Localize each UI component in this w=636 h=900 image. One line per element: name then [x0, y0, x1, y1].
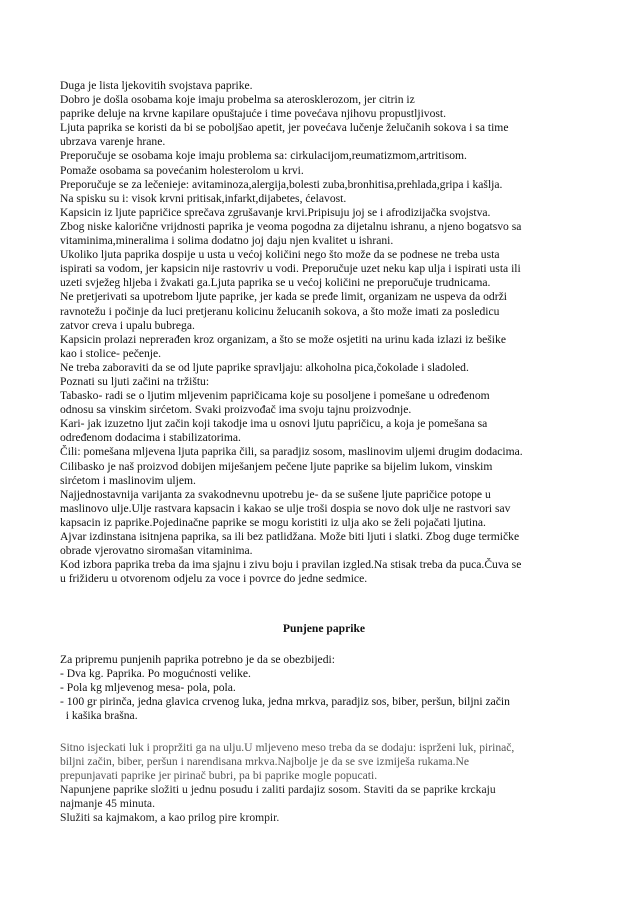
text-line: Kari- jak izuzetno ljut začin koji takodje ima u osnovi ljutu papričicu, a koja je pomešana sa	[60, 417, 488, 431]
text-line: određenom dodacima i stabilizatorima.	[60, 431, 241, 445]
text-line: sirćetom i maslinovim uljem.	[60, 473, 196, 487]
text-line: paprike deluje na krvne kapilare opuštajuće i time povećava njihovu propustljivost.	[60, 107, 447, 121]
text-line: Čili: pomešana mljevena ljuta paprika čili, sa paradjiz sosom, maslinovim uljemi drugim dodacima.	[60, 445, 523, 459]
text-line: Poznati su ljuti začini na tržištu:	[60, 374, 210, 388]
ingredient-line: i kašika brašna.	[60, 709, 138, 723]
text-line: Preporučuje se za lečenieje: avitaminoza,alergija,bolesti zuba,bronhitisa,prehlada,gripa i kašlja.	[60, 177, 503, 191]
intro-text	[60, 79, 588, 586]
text-line: Najjednostavnija varijanta za svakodnevnu upotrebu je- da se sušene ljute papričice potope u	[60, 487, 491, 501]
preparation-line: najmanje 45 minuta.	[60, 797, 155, 811]
text-line: uzeti svježeg hljeba i žvakati ga.Ljuta paprika se u većoj količini ne preporučuje trudnicama.	[60, 276, 491, 290]
preparation-line: prepunjavati paprike jer pirinač bubri, pa bi paprike mogle popucati.	[60, 769, 378, 783]
preparation-line: Sitno isjeckati luk i propržiti ga na ulju.U mljeveno meso treba da se dodaju: isprženi luk, pirinač,	[60, 741, 515, 754]
text-line: Ne pretjerivati sa upotrebom ljute paprike, jer kada se pređe limit, organizam ne uspeva da održi	[60, 290, 507, 304]
text-line: Pomaže osobama sa povećanim holesterolom u krvi.	[60, 163, 304, 177]
text-line: Kapsicin prolazi neprerađen kroz organizam, a što se može osjetiti na urinu kada izlazi iz bešike	[60, 332, 506, 346]
preparation-line: Služiti sa kajmakom, a kao prilog pire krompir.	[60, 811, 280, 825]
text-line: Ljuta paprika se koristi da bi se poboljšao apetit, jer povećava lučenje želučanih sokova i sa time	[60, 121, 509, 135]
text-line: ubrzava varenje hrane.	[60, 135, 166, 149]
ingredient-line: - Pola kg mljevenog mesa- pola, pola.	[60, 681, 236, 695]
ingredient-line: - 100 gr pirinča, jedna glavica crvenog luka, jedna mrkva, paradjiz sos, biber, peršun, biljni začin	[60, 695, 510, 709]
text-line: obrade vjerovatno siromašan vitaminima.	[60, 544, 253, 558]
preparation-line: Napunjene paprike složiti u jednu posudu i zaliti pardajiz sosom. Staviti da se paprike krckaju	[60, 783, 496, 797]
text-line: odnosu sa vinskim sirćetom. Svaki proizvođač ima svoju tajnu proizvodnje.	[60, 403, 412, 417]
text-line: Ne treba zaboraviti da se od ljute paprike spravljaju: alkoholna pica,čokolade i sladoled.	[60, 360, 469, 374]
text-line: Duga je lista ljekovitih svojstava paprike.	[60, 79, 253, 92]
text-line: Preporučuje se osobama koje imaju problema sa: cirkulacijom,reumatizmom,artritisom.	[60, 149, 467, 163]
ingredients-list	[60, 653, 588, 723]
text-line: kapsacin iz paprike.Pojedinačne paprike se mogu koristiti iz ulja ako se želi pojačati ljutina.	[60, 515, 486, 529]
text-line: Kod izbora paprika treba da ima sjajnu i zivu boju i pravilan izgled.Na stisak treba da puca.Čuva se	[60, 558, 522, 572]
text-line: Ukoliko ljuta paprika dospije u usta u većoj količini nego što može da se podnese ne treba usta	[60, 248, 500, 262]
text-line: Kapsicin iz ljute papričice sprečava zgrušavanje krvi.Pripisuju joj se i afrodizijačka svojstva.	[60, 205, 491, 219]
preparation-line: biljni začin, biber, peršun i narendisana mrkva.Najbolje je da se sve izmiješa rukama.Ne	[60, 755, 470, 769]
recipe-title: Punjene paprike	[282, 622, 366, 635]
text-line: kao i stolice- pečenje.	[60, 346, 162, 360]
ingredient-line: Za pripremu punjenih paprika potrebno je da se obezbijedi:	[60, 653, 335, 666]
text-line: vitaminima,mineralima i solima dodatno joj daju njen kvalitet u ishrani.	[60, 234, 394, 248]
text-line: Zbog niske kalorične vrijdnosti paprika je veoma pogodna za dijetalnu ishranu, a njeno bogatsvo sa	[60, 219, 522, 233]
text-line: ravnotežu i počinje da luci pretjeranu kolicinu želucanih sokova, a što može imati za posledicu	[60, 304, 500, 318]
text-line: Cilibasko je naš proizvod dobijen miješanjem pečene ljute paprike sa bijelim lukom, vinskim	[60, 459, 493, 473]
text-line: zatvor creva i upalu bubrega.	[60, 318, 195, 332]
text-line: Ajvar izdinstana isitnjena paprika, sa ili bez patlidžana. Može biti ljuti i slatki. Zbog duge termičke	[60, 530, 520, 543]
ingredient-line: - Dva kg. Paprika. Po mogućnosti velike.	[60, 667, 251, 681]
text-line: Tabasko- radi se o ljutim mljevenim papričicama koje su posoljene i pomešane u određenom	[60, 389, 490, 403]
text-line: u frižideru u otvorenom odjelu za voce i povrce do jedne sedmice.	[60, 572, 368, 586]
preparation-text	[60, 741, 588, 826]
text-line: ispirati sa vodom, jer kapsicin nije rastovriv u vodi. Preporučuje uzet neku kap ulja i ispirati usta ili	[60, 262, 521, 276]
text-line: Dobro je došla osobama koje imaju probelma sa aterosklerozom, jer citrin iz	[60, 93, 415, 107]
text-line: maslinovo ulje.Ulje rastvara kapsacin i kakao se ulje troši dospia se novo dok ulje ne rastvori sav	[60, 501, 511, 515]
text-line: Na spisku su i: visok krvni pritisak,infarkt,dijabetes, ćelavost.	[60, 191, 347, 205]
